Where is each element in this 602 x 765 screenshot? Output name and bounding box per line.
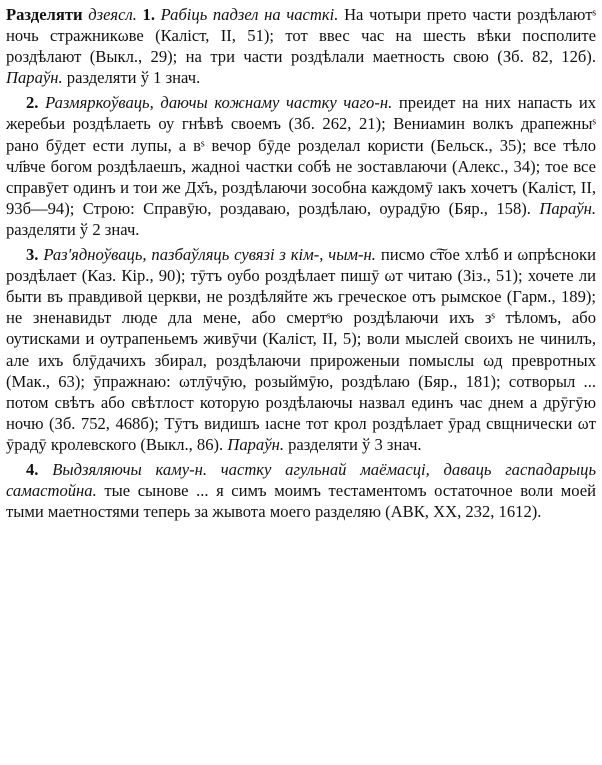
cross-reference: разделяти ў 1 знач. bbox=[66, 68, 201, 88]
dictionary-entry-sense-3 bbox=[6, 244, 596, 455]
sense-examples: писмо с͠тое хлѣб и ωпрѣсноки роздѣлает (Каз. Кір., 90); тӯтъ оубо роздѣлает пишӯ ωт читаю (Зіз., 51); хочете ли быти въ правдивой церкви, не роздѣляйте жъ греческое отъ рымское (Гарм., 189); не зненавидьт люде дла мене, або смертˢю роздѣлаючи ихъ зˢ тѣломъ, або оутисками и оутрапеньемъ живӯчи (Каліст, II, 5); воли мыслей своихъ не чинилъ, але ихъ блӯдачихъ збирал, роздѣлаючи прироженыи помыслы ωд превротных (Мак., 63); ӯпражнаю: ωтлӯчӯю, розыймӯю, роздѣлаю (Бяр., 181); сотворыл ... потом свѣтъ або свѣтлост которую роздѣлаючы назвал единъ час днем а дрӯгӯю ночю (Зб. 752, 468б); Тӯтъ видишъ ıасне тот крол роздѣлает ӯрад свщнически ωт ӯрадӯ кролевского (Выкл., 86). bbox=[6, 245, 596, 454]
sense-definition: Раз'ядноўваць, пазбаўляць сувязі з кім-, чым-н. bbox=[43, 245, 376, 265]
sense-number: 1. bbox=[142, 5, 155, 24]
sense-number: 3. bbox=[26, 245, 39, 265]
cross-reference: разделяти ў 2 знач. bbox=[6, 219, 140, 239]
cross-reference: разделяти ў 3 знач. bbox=[288, 434, 422, 454]
sense-examples: преидет на них напасть их жеребьи роздѣлаеть оу гнѣвѣ своемъ (Зб. 262, 21); Вениамин волкъ драпежныˢ рано бӯдет ести лупы, а вˢ вечор бӯде розделал користи (Бельск., 35); все тѣло чл҃вче богом роздѣлаешъ, жадноі частки собѣ не зоставлаючи (Алекс., 34); тое все справӯет одинъ и тои же Дх҃ъ, роздѣлаючи зособна каждомӯ ıакъ хочетъ (Каліст, II, 93б—94); Строю: Справӯю, роздаваю, роздѣлаю, оурадӯю (Бяр., 158). bbox=[6, 93, 596, 218]
dictionary-entry-sense-4 bbox=[6, 459, 596, 522]
sense-examples: тые сынове ... я симъ моимъ тестаментомъ остаточное воли моей тыми маетностями теперь за жывота моего разделяю (АВК, XX, 232, 1612). bbox=[6, 481, 597, 522]
dictionary-entry-sense-1 bbox=[6, 4, 596, 88]
sense-definition: Выдзяляючы каму-н. частку агульнай маёмасці, даваць гаспадарыць самастойна. bbox=[6, 459, 596, 501]
dictionary-entry-sense-2 bbox=[6, 92, 596, 240]
sense-examples: На чотыри прето части роздѣлаютˢ ночь стражникωве (Каліст, II, 51); тот ввес час на шесть вѣки посполите роздѣлают (Выкл., 29); на три части роздѣлали маетность свою (Зб. 82, 12б). bbox=[6, 5, 596, 67]
sense-definition: Рабіць падзел на часткі. bbox=[160, 5, 339, 24]
part-of-speech: дзеясл. bbox=[88, 5, 137, 24]
headword: Разделяти bbox=[6, 5, 83, 24]
sense-definition: Размяркоўваць, даючы кожнаму частку чаго-н. bbox=[45, 93, 393, 113]
cross-reference-label: Параўн. bbox=[539, 198, 596, 218]
cross-reference-label: Параўн. bbox=[227, 434, 284, 454]
sense-number: 4. bbox=[26, 459, 39, 479]
sense-number: 2. bbox=[26, 93, 39, 113]
cross-reference-label: Параўн. bbox=[6, 68, 63, 88]
